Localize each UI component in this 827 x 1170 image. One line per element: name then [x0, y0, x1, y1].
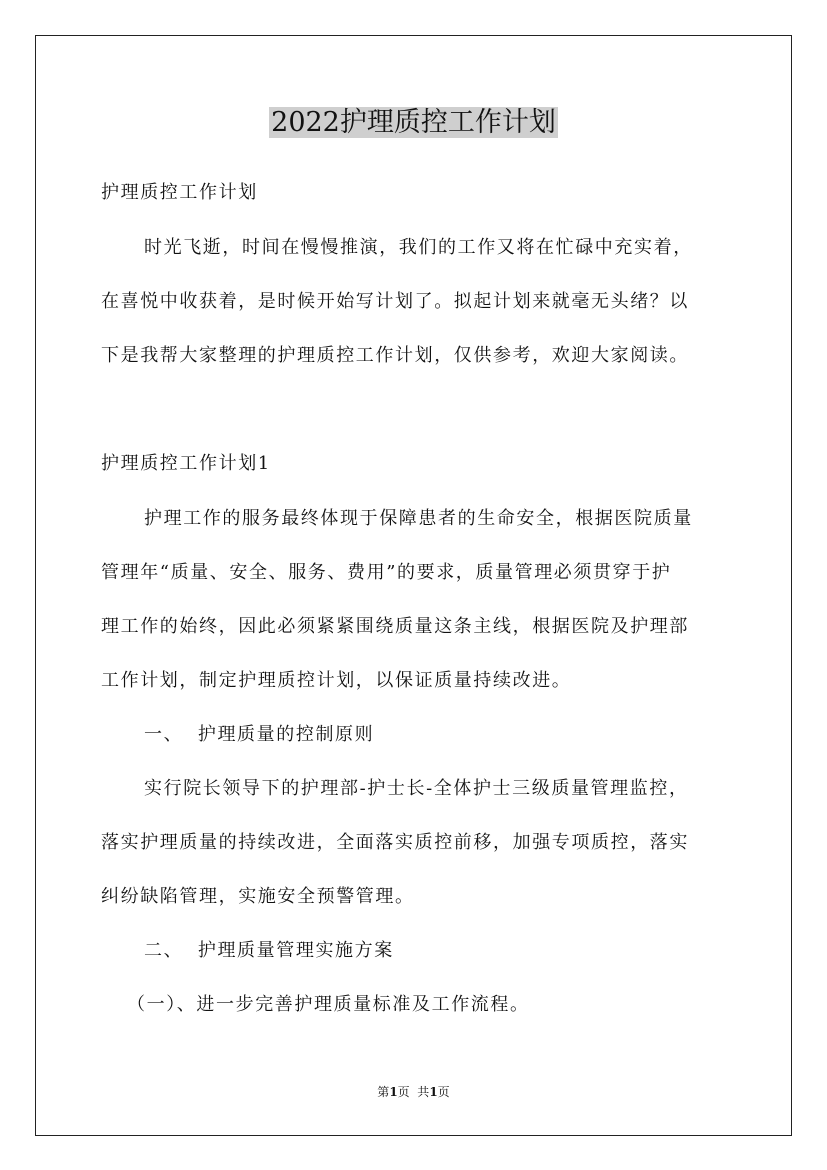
footer-prefix: 第	[377, 1085, 390, 1099]
document-title-text: 2022护理质控工作计划	[271, 107, 556, 138]
footer-page-current: 1	[389, 1085, 398, 1099]
footer-page-total: 1	[429, 1085, 438, 1099]
section1-line-1: 护理工作的服务最终体现于保障患者的生命安全，根据医院质量	[144, 508, 693, 529]
item2-heading: 二、 护理质量管理实施方案	[144, 940, 394, 961]
item1-line-2: 落实护理质量的持续改进，全面落实质控前移，加强专项质控，落实	[101, 832, 689, 853]
section1-heading: 护理质控工作计划1	[101, 453, 271, 474]
document-title	[0, 103, 827, 143]
intro-line-2: 在喜悦中收获着，是时候开始写计划了。拟起计划来就毫无头绪？以	[101, 291, 689, 312]
section1-line-2: 管理年“质量、安全、服务、费用”的要求，质量管理必须贯穿于护	[101, 562, 672, 583]
page-footer	[0, 1084, 827, 1100]
footer-suffix: 页	[437, 1085, 450, 1099]
document-heading: 护理质控工作计划	[101, 182, 258, 203]
section1-line-4: 工作计划，制定护理质控计划，以保证质量持续改进。	[101, 670, 572, 691]
item1-line-3: 纠纷缺陷管理，实施安全预警管理。	[101, 886, 415, 907]
sub-item-1: （一）、进一步完善护理质量标准及工作流程。	[127, 994, 530, 1015]
section1-line-3: 理工作的始终，因此必须紧紧围绕质量这条主线，根据医院及护理部	[101, 616, 689, 637]
item1-heading: 一、 护理质量的控制原则	[144, 724, 375, 745]
footer-mid: 页 共	[397, 1085, 430, 1099]
intro-line-3: 下是我帮大家整理的护理质控工作计划，仅供参考，欢迎大家阅读。	[101, 345, 689, 366]
item1-line-1: 实行院长领导下的护理部-护士长-全体护士三级质量管理监控，	[144, 778, 689, 799]
intro-line-1: 时光飞逝，时间在慢慢推演，我们的工作又将在忙碌中充实着，	[144, 237, 693, 258]
